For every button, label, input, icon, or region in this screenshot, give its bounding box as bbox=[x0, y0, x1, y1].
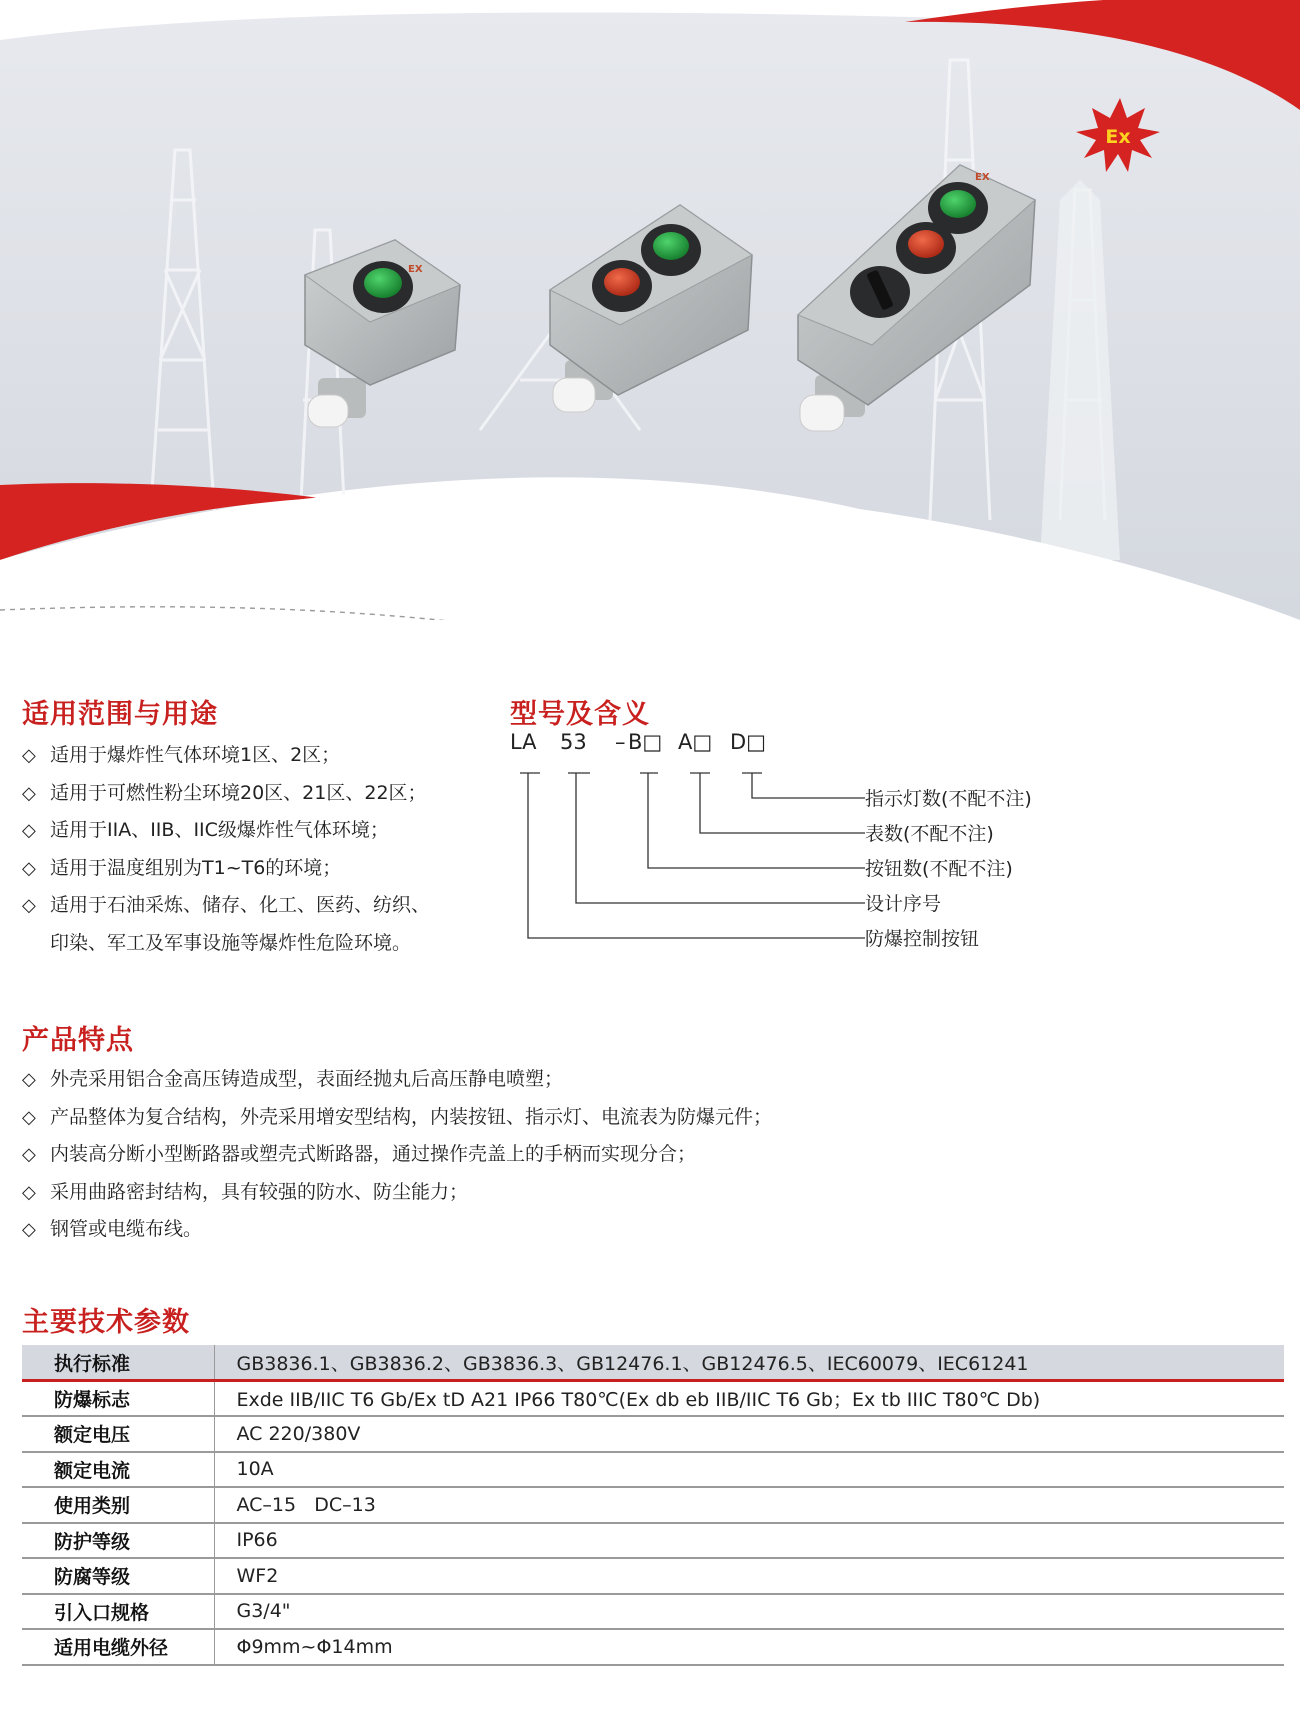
table-row bbox=[22, 1487, 1284, 1523]
spec-key: 防腐等级 bbox=[22, 1558, 214, 1594]
spec-key: 引入口规格 bbox=[22, 1594, 214, 1630]
spec-value: IP66 bbox=[214, 1523, 1284, 1559]
list-item: ◇ 外壳采用铝合金高压铸造成型，表面经抛丸后高压静电喷塑； bbox=[22, 1068, 564, 1090]
hero-banner bbox=[0, 0, 1300, 620]
features-title: 产品特点 bbox=[22, 1025, 134, 1056]
spec-value: AC 220/380V bbox=[214, 1416, 1284, 1452]
spec-value: Φ9mm~Φ14mm bbox=[214, 1629, 1284, 1665]
spec-value: Exde IIB/IIC T6 Gb/Ex tD A21 IP66 T80℃(Ex db eb IIB/IIC T6 Gb；Ex tb IIIC T80℃ Db) bbox=[214, 1381, 1284, 1417]
list-item: ◇ 产品整体为复合结构，外壳采用增安型结构，内装按钮、指示灯、电流表为防爆元件； bbox=[22, 1105, 773, 1128]
features-list bbox=[22, 1061, 772, 1249]
spec-value: 10A bbox=[214, 1452, 1284, 1488]
code-part-dash: – bbox=[615, 730, 626, 754]
code-part-b: B□ bbox=[628, 730, 663, 754]
list-item: ◇ 适用于IIA、IIB、IIC级爆炸性气体环境； bbox=[22, 819, 389, 841]
spec-value: AC–15 DC–13 bbox=[214, 1487, 1284, 1523]
ex-badge-text: Ex bbox=[1105, 126, 1131, 148]
spec-key: 使用类别 bbox=[22, 1487, 214, 1523]
legend-button-count: 按钮数(不配不注) bbox=[865, 858, 1013, 880]
list-item: ◇ 钢管或电缆布线。 bbox=[22, 1218, 203, 1240]
legend-product-type: 防爆控制按钮 bbox=[865, 928, 980, 950]
model-code-diagram bbox=[500, 730, 1100, 960]
model-title: 型号及含义 bbox=[510, 699, 650, 730]
table-row bbox=[22, 1594, 1284, 1630]
table-row bbox=[22, 1416, 1284, 1452]
model-connector-lines bbox=[500, 730, 1100, 960]
spec-key: 防爆标志 bbox=[22, 1381, 214, 1417]
code-part-a: A□ bbox=[678, 730, 713, 754]
table-row bbox=[22, 1558, 1284, 1594]
list-item: ◇ 适用于爆炸性气体环境1区、2区； bbox=[22, 744, 341, 766]
spec-value: G3/4" bbox=[214, 1594, 1284, 1630]
code-part-d: D□ bbox=[730, 730, 767, 754]
product-mark: EX bbox=[408, 264, 423, 275]
legend-indicator-count: 指示灯数(不配不注) bbox=[865, 788, 1032, 810]
table-row bbox=[22, 1523, 1284, 1559]
legend-meter-count: 表数(不配不注) bbox=[865, 823, 994, 845]
spec-key: 防护等级 bbox=[22, 1523, 214, 1559]
scope-title: 适用范围与用途 bbox=[22, 699, 218, 730]
table-row bbox=[22, 1381, 1284, 1417]
spec-value: WF2 bbox=[214, 1558, 1284, 1594]
spec-key: 额定电压 bbox=[22, 1416, 214, 1452]
spec-value: GB3836.1、GB3836.2、GB3836.3、GB12476.1、GB12476.5、IEC60079、IEC61241 bbox=[214, 1345, 1284, 1381]
spec-key: 执行标准 bbox=[22, 1345, 214, 1381]
spec-key: 适用电缆外径 bbox=[22, 1629, 214, 1665]
product-mark: EX bbox=[975, 172, 990, 183]
spec-table bbox=[22, 1345, 1284, 1666]
list-item: ◇ 采用曲路密封结构，具有较强的防水、防尘能力； bbox=[22, 1180, 469, 1203]
scope-list bbox=[22, 737, 430, 962]
list-item: ◇ 适用于石油采炼、储存、化工、医药、纺织、 bbox=[22, 894, 431, 916]
code-part-la: LA bbox=[510, 730, 537, 754]
spec-key: 额定电流 bbox=[22, 1452, 214, 1488]
code-part-53: 53 bbox=[560, 730, 587, 754]
table-row bbox=[22, 1452, 1284, 1488]
list-item: ◇ 内装高分断小型断路器或塑壳式断路器，通过操作壳盖上的手柄而实现分合； bbox=[22, 1143, 697, 1165]
table-row bbox=[22, 1345, 1284, 1381]
legend-design-number: 设计序号 bbox=[865, 893, 942, 915]
table-row bbox=[22, 1629, 1284, 1665]
list-item: ◇ 适用于可燃性粉尘环境20区、21区、22区； bbox=[22, 781, 427, 804]
list-item: ◇ 适用于温度组别为T1~T6的环境； bbox=[22, 856, 342, 879]
specs-title: 主要技术参数 bbox=[22, 1307, 190, 1338]
list-item-continuation: 印染、军工及军事设施等爆炸性危险环境。 bbox=[50, 931, 412, 954]
